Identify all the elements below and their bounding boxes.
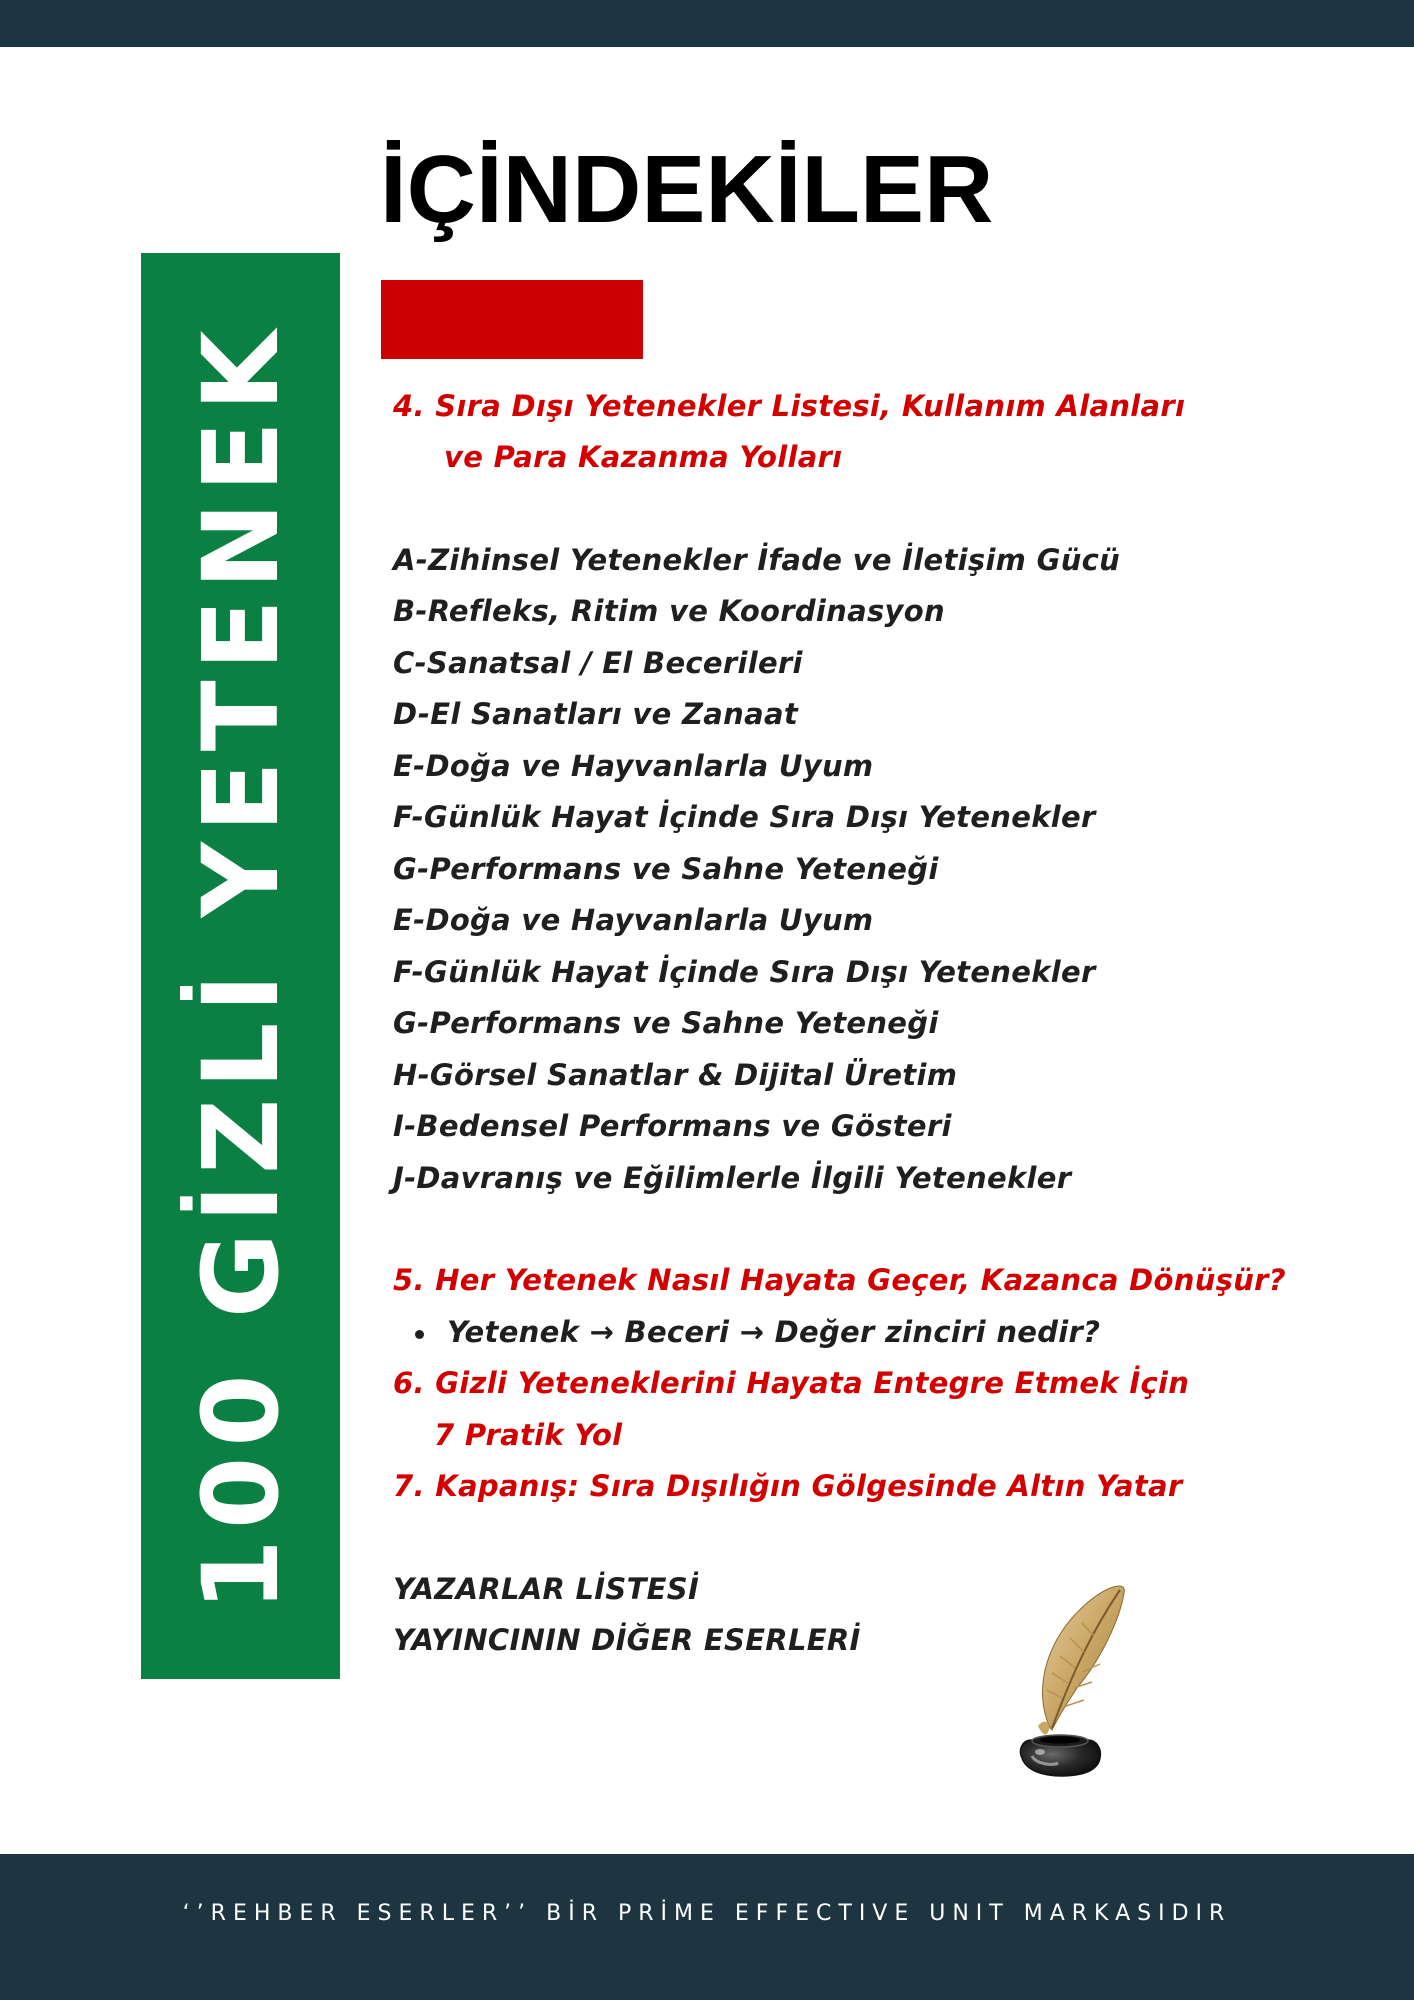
toc-subitem: C-Sanatsal / El Becerileri	[393, 646, 803, 680]
toc-subitem: D-El Sanatları ve Zanaat	[393, 697, 798, 731]
toc-publisher-works: YAYINCININ DİĞER ESERLERİ	[393, 1623, 861, 1657]
toc-section-6-line2: 7 Pratik Yol	[434, 1418, 623, 1452]
page-title: İÇİNDEKİLER	[380, 136, 994, 243]
toc-subitem: I-Bedensel Performans ve Gösteri	[393, 1109, 952, 1143]
bullet-dot	[415, 1330, 424, 1339]
side-title: 100 GİZLİ YETENEK	[180, 320, 302, 1612]
toc-subitem: B-Refleks, Ritim ve Koordinasyon	[393, 594, 945, 628]
top-bar	[0, 0, 1414, 47]
toc-subitem: E-Doğa ve Hayvanlarla Uyum	[393, 749, 874, 783]
toc-section-5-bullet: Yetenek → Beceri → Değer zinciri nedir?	[447, 1315, 1101, 1349]
toc-subitem: E-Doğa ve Hayvanlarla Uyum	[393, 903, 874, 937]
toc-subitem: G-Performans ve Sahne Yeteneği	[393, 1006, 939, 1040]
toc-section-4-line2: ve Para Kazanma Yolları	[444, 440, 843, 474]
toc-subitem: A-Zihinsel Yetenekler İfade ve İletişim Gücü	[393, 543, 1121, 577]
toc-subitem: F-Günlük Hayat İçinde Sıra Dışı Yetenekler	[393, 800, 1096, 834]
footer-bar	[0, 1854, 1414, 2000]
toc-section-5: 5. Her Yetenek Nasıl Hayata Geçer, Kazanca Dönüşür?	[393, 1263, 1286, 1297]
toc-section-4-line1: 4. Sıra Dışı Yetenekler Listesi, Kullanım Alanları	[393, 389, 1186, 423]
toc-section-6-line1: 6. Gizli Yeteneklerini Hayata Entegre Etmek İçin	[393, 1366, 1190, 1400]
toc-section-7: 7. Kapanış: Sıra Dışılığın Gölgesinde Altın Yatar	[393, 1469, 1183, 1503]
toc-authors-list: YAZARLAR LİSTESİ	[393, 1572, 700, 1606]
toc-subitem: J-Davranış ve Eğilimlerle İlgili Yetenekler	[393, 1161, 1072, 1195]
toc-subitem: F-Günlük Hayat İçinde Sıra Dışı Yetenekler	[393, 955, 1096, 989]
red-accent-bar	[381, 280, 643, 359]
toc-subitem: G-Performans ve Sahne Yeteneği	[393, 852, 939, 886]
quill-inkwell-icon	[992, 1578, 1132, 1780]
toc-subitem: H-Görsel Sanatlar & Dijital Üretim	[393, 1058, 958, 1092]
footer-text: ‘’REHBER ESERLER’’ BİR PRİME EFFECTIVE UNIT MARKASIDIR	[182, 1901, 1232, 1926]
